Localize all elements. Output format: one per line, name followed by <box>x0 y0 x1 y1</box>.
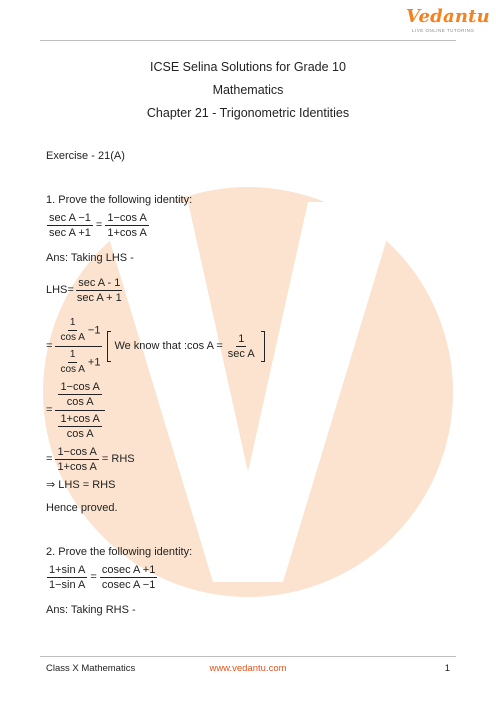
q1-conclusion: Hence proved. <box>46 502 118 514</box>
q1-step3: = $\frac{\frac{\text{1−cos A}}{\text{cos A}}}{\frac{\text{1+cos A}}{\text{cos A}}}$ <box>46 381 106 440</box>
q1-step5: ⇒ LHS = RHS <box>46 479 116 491</box>
q1-identity: $\frac{\text{sec A −1}}{\text{sec A +1}}$ = $\frac{\text{1−cos A}}{\text{1+cos A}}$ <box>49 212 147 239</box>
q1-step1-fraction: $\frac{\text{sec A - 1}}{\text{sec A + 1}}$ <box>76 277 122 304</box>
q1-step3-complex-fraction: $\frac{\frac{\text{1−cos A}}{\text{cos A}}}{\frac{\text{1+cos A}}{\text{cos A}}}$ <box>55 381 104 440</box>
footer-page-number: 1 <box>444 663 450 674</box>
q2-lhs-fraction: $\frac{\text{1+sin A}}{\text{1−sin A}}$ <box>49 564 86 591</box>
vedantu-logo <box>398 6 490 38</box>
footer-divider <box>40 656 456 657</box>
q1-lhs-fraction: $\frac{\text{sec A −1}}{\text{sec A +1}}$ <box>49 212 91 239</box>
q1-step4-fraction: $\frac{\text{1−cos A}}{\text{1+cos A}}$ <box>57 446 97 473</box>
footer-website-link[interactable]: www.vedantu.com <box>209 663 287 674</box>
footer-class-label: Class X Mathematics <box>46 663 136 674</box>
q2-rhs-fraction: $\frac{\text{cosec A +1}}{\text{cosec A −1}}$ <box>101 564 156 591</box>
q1-step2: = $\frac{1}{\text{cos A}}$ −1 $\frac{1}{\text{cos A}}$ +1 We know that :cos A = $\frac{1}{\text{sec A}}$ <box>46 317 265 376</box>
q1-prompt: 1. Prove the following identity: <box>46 194 193 206</box>
doc-subject: Mathematics <box>212 83 284 97</box>
logo-name: Vedantu <box>406 6 490 27</box>
q2-identity: $\frac{\text{1+sin A}}{\text{1−sin A}}$ = $\frac{\text{cosec A +1}}{\text{cosec A −1}}$ <box>49 564 156 591</box>
exercise-label: Exercise - 21(A) <box>46 150 125 162</box>
doc-chapter: Chapter 21 - Trigonometric Identities <box>146 106 350 120</box>
q2-answer-label: Ans: Taking RHS - <box>46 604 136 616</box>
q1-answer-label: Ans: Taking LHS - <box>46 252 134 264</box>
logo-tagline: LIVE ONLINE TUTORING <box>412 28 475 33</box>
q1-rhs-fraction: $\frac{\text{1−cos A}}{\text{1+cos A}}$ <box>107 212 147 239</box>
doc-title: ICSE Selina Solutions for Grade 10 <box>150 60 346 74</box>
q2-prompt: 2. Prove the following identity: <box>46 546 193 558</box>
header-divider <box>40 40 456 41</box>
q1-step4: = $\frac{\text{1−cos A}}{\text{1+cos A}}$ = RHS <box>46 446 135 473</box>
q1-step1: LHS= $\frac{\text{sec A - 1}}{\text{sec A + 1}}$ <box>46 277 122 304</box>
q1-note-bracket: We know that :cos A = $\frac{1}{\text{sec A}}$ <box>107 331 264 362</box>
q1-step2-complex-fraction: $\frac{1}{\text{cos A}}$ −1 $\frac{1}{\text{cos A}}$ +1 <box>55 317 102 376</box>
